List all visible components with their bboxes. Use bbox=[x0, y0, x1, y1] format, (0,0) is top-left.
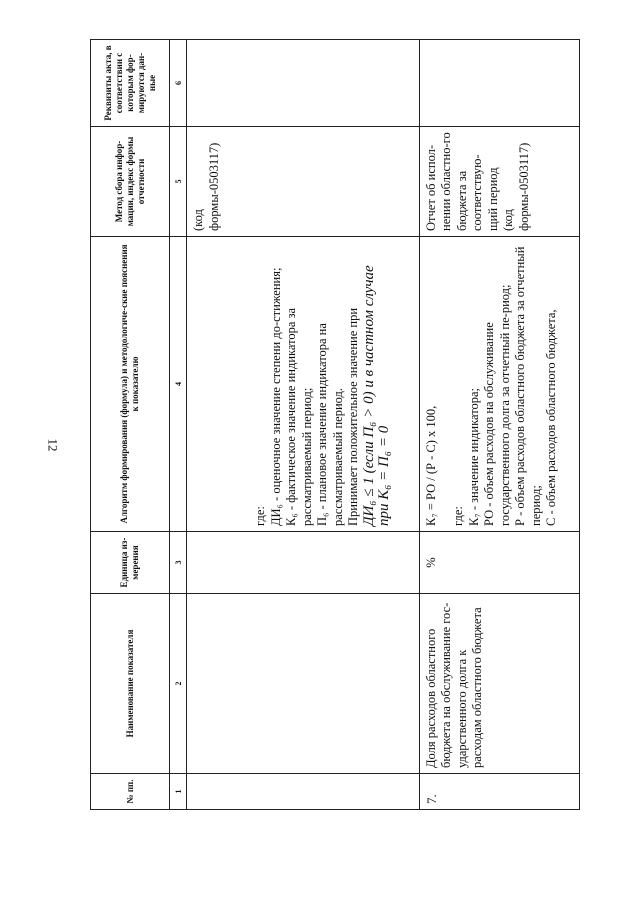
header-algorithm: Алгоритм формирования (формула) и методологиче-ские пояснения к показателю bbox=[91, 237, 170, 532]
header-name: Наименование показателя bbox=[91, 594, 170, 774]
definition: С - объем расходов областного бюджета, bbox=[544, 309, 559, 526]
text-line: П₆ - плановое значение индикатора на рассматриваемый период. bbox=[315, 323, 345, 526]
indicator-table bbox=[90, 39, 580, 810]
column-number: 5 bbox=[170, 127, 187, 237]
unit-cell: % bbox=[419, 532, 579, 594]
method-cell: (код формы-0503117) bbox=[187, 127, 420, 237]
header-row bbox=[91, 40, 170, 810]
column-number: 1 bbox=[170, 774, 187, 810]
column-number-row bbox=[170, 40, 187, 810]
header-num: № пп. bbox=[91, 774, 170, 810]
cell-empty bbox=[187, 774, 420, 810]
formula: К₇ = РО / (Р - С) х 100, bbox=[423, 405, 438, 526]
column-number: 3 bbox=[170, 532, 187, 594]
text-line: где: bbox=[253, 506, 267, 526]
method-cell bbox=[419, 127, 579, 237]
header-unit: Единица из-мерения bbox=[91, 532, 170, 594]
formula-line: ДИ₆ ≤ 1 (если П₆ > 0) и в частном случае при К₆ = П₆ = 0 bbox=[360, 265, 392, 526]
text-line: Принимает положительное значение при bbox=[346, 307, 360, 526]
row-number: 7. bbox=[419, 774, 579, 810]
method-text: Отчет об испол-нении областно-го бюджета за соответствую-щий период bbox=[423, 132, 500, 231]
definition: К₇ - значение индикатора; bbox=[466, 387, 481, 526]
header-requisites: Реквизиты акта, в соответствии с которым фор-мируются дан-ные bbox=[91, 40, 170, 127]
rotated-table-wrapper bbox=[90, 40, 580, 810]
cell-empty bbox=[419, 40, 579, 127]
column-number: 2 bbox=[170, 594, 187, 774]
algorithm-cell bbox=[187, 237, 420, 532]
table-row-7 bbox=[419, 40, 579, 810]
text-line: К₆ - фактическое значение индикатора за рассматриваемый период; bbox=[284, 307, 314, 526]
text-line: ДИ₆ - оценочное значение степени до-стижения; bbox=[268, 267, 283, 526]
cell-empty bbox=[187, 532, 420, 594]
header-method: Метод сбора инфор-мации, индекс формы отчетности bbox=[91, 127, 170, 237]
where-label: где: bbox=[451, 506, 466, 526]
definition: Р - объем расходов областного бюджета за отчетный период; bbox=[513, 246, 543, 526]
indicator-name: Доля расходов областного бюджета на обслуживание гос-ударственного долга к расходам областного бюджета bbox=[419, 594, 579, 774]
column-number: 4 bbox=[170, 237, 187, 532]
algorithm-cell bbox=[419, 237, 579, 532]
cell-empty bbox=[187, 594, 420, 774]
column-number: 6 bbox=[170, 40, 187, 127]
page-number: 12 bbox=[45, 438, 61, 452]
cell-empty bbox=[187, 40, 420, 127]
method-code: (код формы-0503117) bbox=[501, 142, 531, 231]
table-row-continued bbox=[187, 40, 420, 810]
definition: РО - объем расходов на обслуживание государственного долга за отчетный пе-риод; bbox=[482, 284, 512, 526]
